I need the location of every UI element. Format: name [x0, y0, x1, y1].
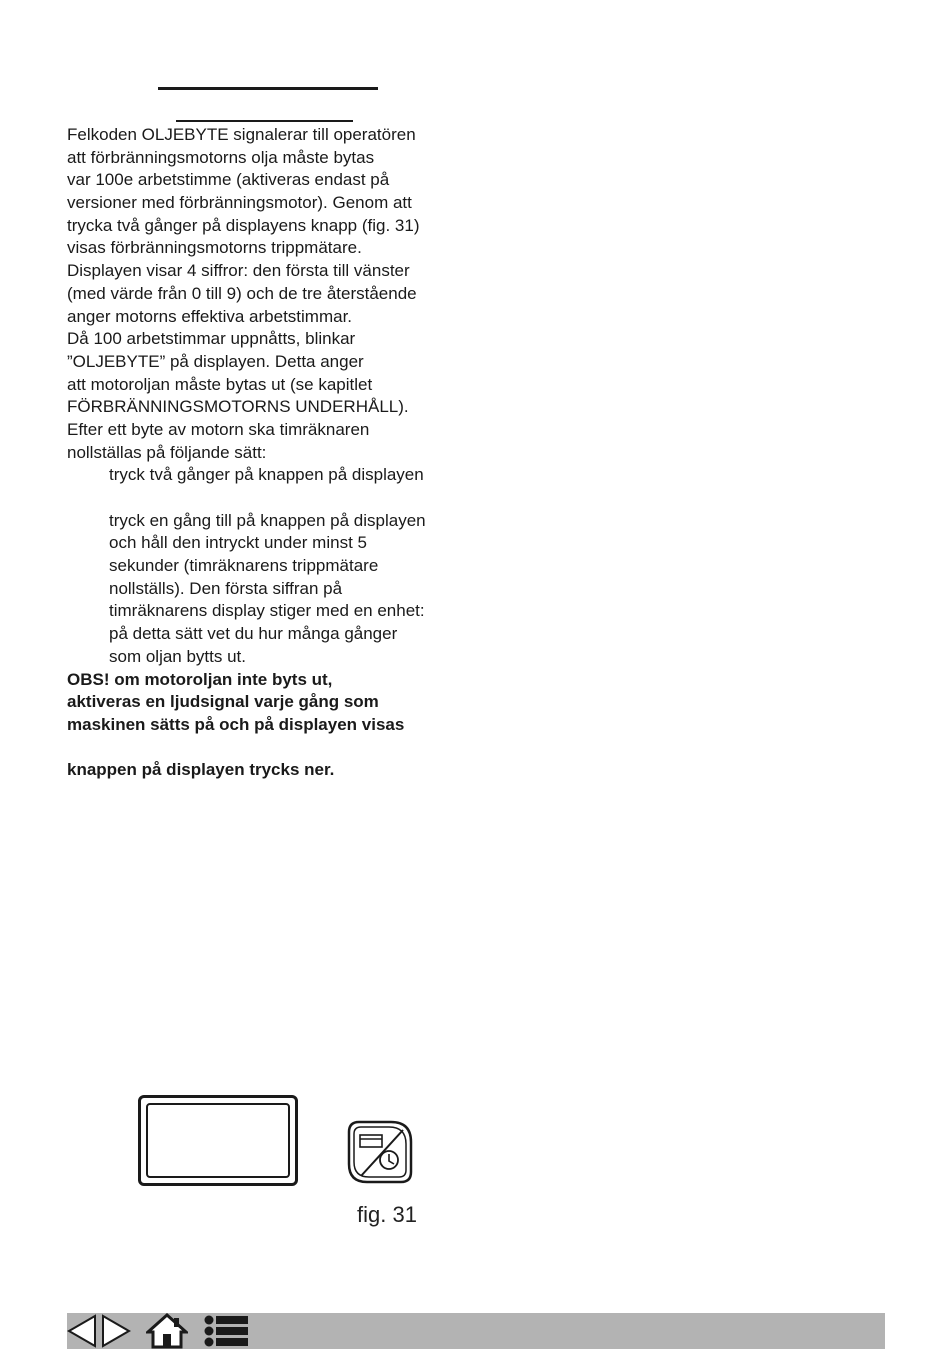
paragraph-line: trycka två gånger på displayens knapp (fig. 31) [67, 215, 420, 235]
prev-page-icon[interactable] [66, 1313, 98, 1349]
step-2-line: på detta sätt vet du hur många gånger [109, 624, 398, 644]
paragraph-line: (med värde från 0 till 9) och de tre återstående [67, 283, 417, 303]
heading-rule-top [158, 87, 378, 90]
paragraph-line: visas förbränningsmotorns trippmätare. [67, 238, 362, 258]
paragraph-line: Då 100 arbetstimmar uppnåtts, blinkar [67, 329, 356, 349]
body-text [67, 124, 477, 782]
paragraph-line: nollställas på följande sätt: [67, 442, 267, 462]
next-page-icon[interactable] [100, 1313, 132, 1349]
paragraph-line: att motoroljan måste bytas ut (se kapitlet [67, 374, 373, 394]
step-2-line: tryck en gång till på knappen på displayen [109, 510, 426, 530]
hour-counter-button-icon [347, 1120, 413, 1184]
step-2-line: och håll den intryckt under minst 5 [109, 533, 367, 553]
blank-line [67, 737, 477, 760]
paragraph-line: Displayen visar 4 siffror: den första till vänster [67, 261, 410, 281]
step-2-line: nollställs). Den första siffran på [109, 578, 343, 598]
display-screen [138, 1095, 298, 1186]
step-2-line: sekunder (timräknarens trippmätare [109, 556, 379, 576]
heading-rule-bottom [176, 120, 353, 122]
step-1-line: tryck två gånger på knappen på displayen [109, 465, 424, 485]
paragraph-line: anger motorns effektiva arbetstimmar. [67, 306, 353, 326]
paragraph-line: ”OLJEBYTE” på displayen. Detta anger [67, 351, 364, 371]
note-line: OBS! om motoroljan inte byts ut, [67, 669, 333, 689]
note-line: knappen på displayen trycks ner. [67, 760, 335, 780]
paragraph-line: att förbränningsmotorns olja måste bytas [67, 147, 375, 167]
paragraph-line: Felkoden OLJEBYTE signalerar till operatören [67, 125, 416, 144]
navigation-bar [67, 1313, 885, 1349]
paragraph-line: versioner med förbränningsmotor). Genom att [67, 193, 412, 213]
display-screen-inner [146, 1103, 290, 1178]
contents-list-icon[interactable] [202, 1313, 250, 1349]
blank-line [67, 487, 477, 510]
step-2-line: timräknarens display stiger med en enhet: [109, 601, 425, 621]
note-line: maskinen sätts på och på displayen visas [67, 714, 405, 734]
paragraph-line: FÖRBRÄNNINGSMOTORNS UNDERHÅLL). [67, 397, 409, 417]
figure-caption: fig. 31 [357, 1202, 417, 1227]
home-icon[interactable] [146, 1313, 188, 1349]
paragraph-line: Efter ett byte av motorn ska timräknaren [67, 419, 370, 439]
step-2-line: som oljan bytts ut. [109, 646, 247, 666]
paragraph-line: var 100e arbetstimme (aktiveras endast på [67, 170, 390, 190]
note-line: aktiveras en ljudsignal varje gång som [67, 692, 379, 712]
